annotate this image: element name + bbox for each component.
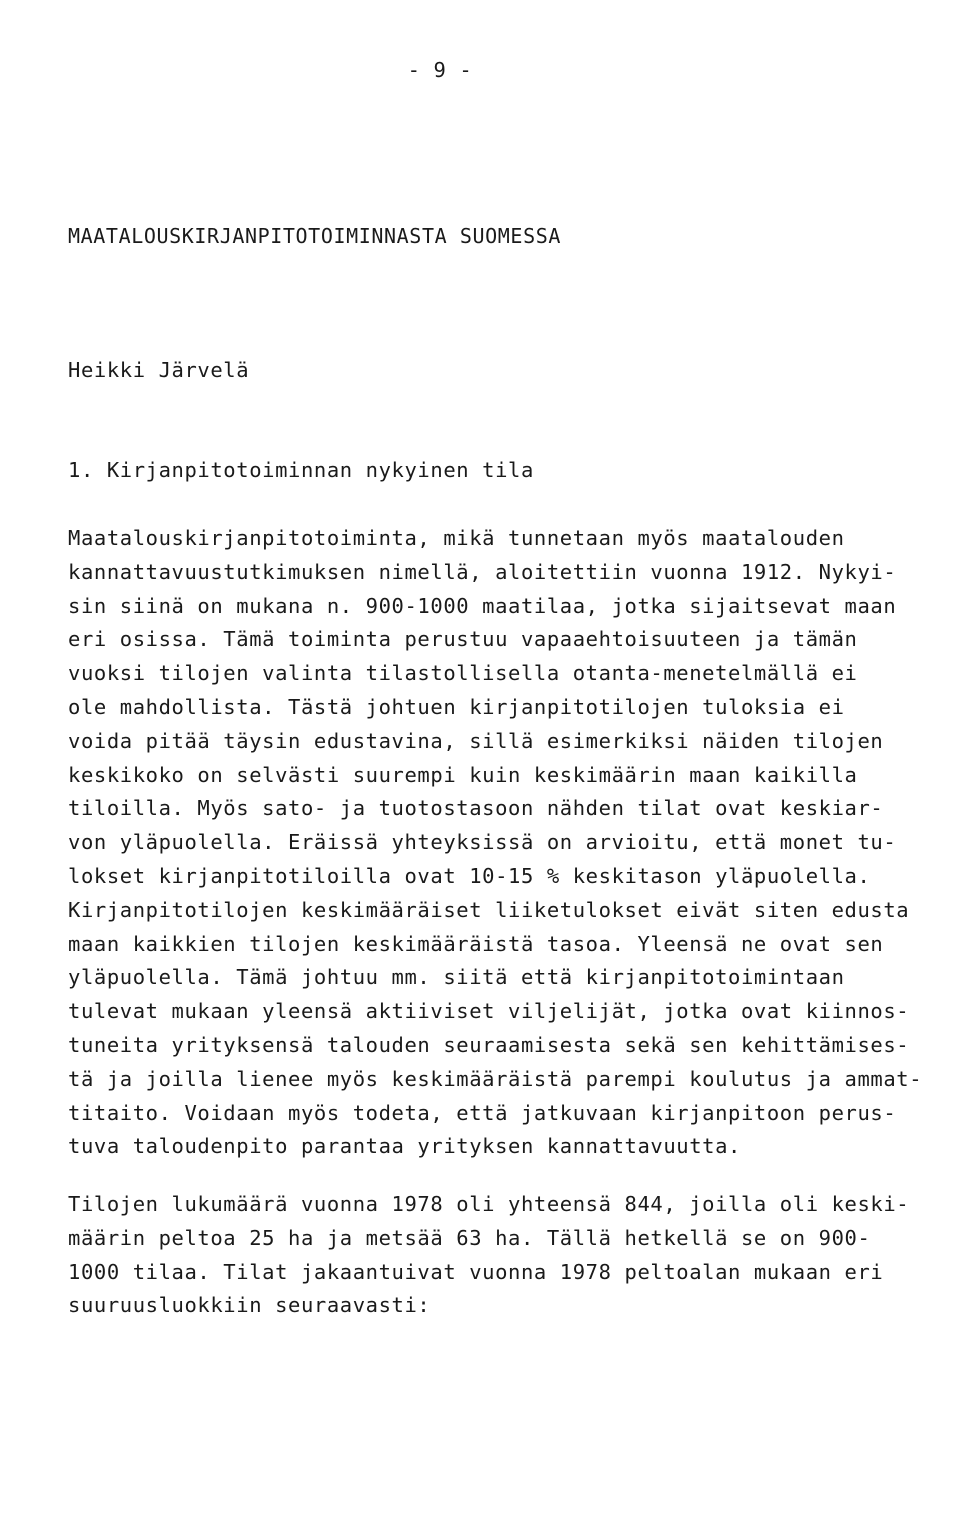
paragraph-2 [68, 1188, 909, 1323]
text-line: kannattavuustutkimuksen nimellä, aloitettiin vuonna 1912. Nykyi- [68, 559, 897, 584]
text-line: tuva taloudenpito parantaa yrityksen kannattavuutta. [68, 1134, 741, 1159]
text-line: sin siinä on mukana n. 900-1000 maatilaa, jotka sijaitsevat maan [68, 593, 897, 618]
text-line: 1000 tilaa. Tilat jakaantuivat vuonna 1978 peltoalan mukaan eri [68, 1259, 884, 1284]
text-line: eri osissa. Tämä toiminta perustuu vapaaehtoisuuteen ja tämän [68, 627, 858, 652]
text-line: keskikoko on selvästi suurempi kuin keskimäärin maan kaikilla [68, 762, 858, 787]
text-line: Tilojen lukumäärä vuonna 1978 oli yhteensä 844, joilla oli keski- [68, 1192, 910, 1216]
text-line: vuoksi tilojen valinta tilastollisella otanta-menetelmällä ei [68, 661, 858, 686]
document-title: MAATALOUSKIRJANPITOTOIMINNASTA SUOMESSA [68, 224, 561, 248]
text-line: tiloilla. Myös sato- ja tuotostasoon nähden tilat ovat keskiar- [68, 796, 884, 821]
text-line: tä ja joilla lienee myös keskimääräistä parempi koulutus ja ammat- [68, 1066, 923, 1091]
text-line: määrin peltoa 25 ha ja metsää 63 ha. Tällä hetkellä se on 900- [68, 1225, 871, 1250]
text-line: Maatalouskirjanpitotoiminta, mikä tunnetaan myös maatalouden [68, 526, 845, 550]
text-line: lokset kirjanpitotiloilla ovat 10-15 % keskitason yläpuolella. [68, 863, 871, 888]
text-line: ole mahdollista. Tästä johtuen kirjanpitotilojen tuloksia ei [68, 694, 845, 719]
text-line: von yläpuolella. Eräissä yhteyksissä on arvioitu, että monet tu- [68, 830, 897, 855]
text-line: yläpuolella. Tämä johtuu mm. siitä että kirjanpitotoimintaan [68, 965, 845, 990]
text-line: maan kaikkien tilojen keskimääräistä tasoa. Yleensä ne ovat sen [68, 931, 884, 956]
text-line: tulevat mukaan yleensä aktiiviset viljelijät, jotka ovat kiinnos- [68, 999, 910, 1024]
text-line: Kirjanpitotilojen keskimääräiset liiketulokset eivät siten edusta [68, 897, 910, 922]
text-line: suuruusluokkiin seuraavasti: [68, 1293, 431, 1318]
section-heading: 1. Kirjanpitotoiminnan nykyinen tila [68, 458, 534, 482]
text-line: titaito. Voidaan myös todeta, että jatkuvaan kirjanpitoon perus- [68, 1100, 897, 1125]
text-line: voida pitää täysin edustavina, sillä esimerkiksi näiden tilojen [68, 728, 884, 753]
paragraph-1 [68, 522, 922, 1164]
document-author: Heikki Järvelä [68, 358, 250, 382]
page-number: - 9 - [407, 58, 473, 82]
text-line: tuneita yrityksensä talouden seuraamisesta sekä sen kehittämises- [68, 1032, 910, 1057]
